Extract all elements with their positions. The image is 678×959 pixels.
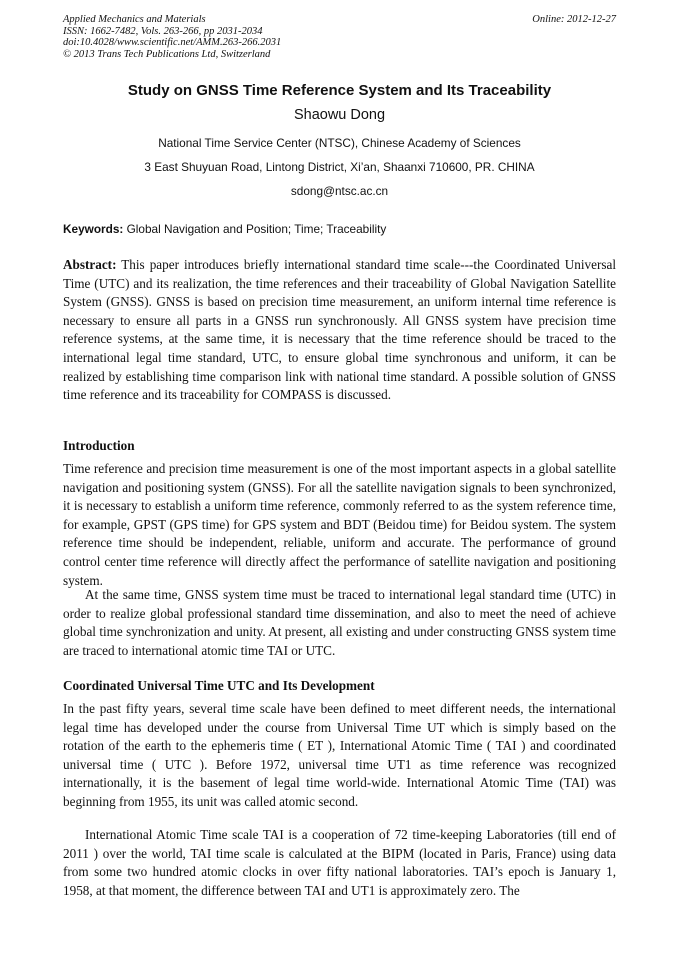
introduction-paragraph-2: At the same time, GNSS system time must be traced to international legal standard time (UTC) in order to realize global professional standard time dissemination, and also to meet the need of achieve global time synchronization and unity. At present, all existing and under constructing GNSS system time are traced to international atomic time TAI or UTC. [63,587,616,658]
author-name: Shaowu Dong [293,107,386,123]
affiliation-institution: National Time Service Center (NTSC), Chinese Academy of Sciences [158,136,521,150]
paper-title: Study on GNSS Time Reference System and Its Traceability [127,82,552,99]
abstract [63,256,616,405]
issn-line: ISSN: 1662-7482, Vols. 263-266, pp 2031-2034 [63,25,263,37]
online-date: Online: 2012-12-27 [532,14,616,25]
affiliation-address: 3 East Shuyuan Road, Lintong District, Xi’an, Shaanxi 710600, PR. CHINA [144,160,535,174]
keywords-label: Keywords: [63,222,124,236]
copyright-line: © 2013 Trans Tech Publications Ltd, Switzerland [63,48,271,60]
journal-header [63,14,616,60]
abstract-label: Abstract: [63,257,117,272]
journal-name: Applied Mechanics and Materials [63,14,206,25]
abstract-text: This paper introduces briefly international standard time scale---the Coordinated Universal Time (UTC) and its realization, the time references and their traceability of Global Navigation Satellite System (GNSS). GNSS is based on precision time measurement, an uniform internal time reference is necessary to ensure all parts in a GNSS run synchronously. All GNSS system have precision time reference systems, at the same time, it is necessary that the time reference should be traced to the international legal time standard, UTC, to ensure global time synchronous and uniform, it can be realized by establishing time comparison link with national time standard. A possible solution of GNSS time reference and its traceability for COMPASS is discussed. [63,257,616,403]
introduction-paragraph-1: Time reference and precision time measurement is one of the most important aspects in a global satellite navigation and positioning system (GNSS). For all the satellite navigation signals to been synchronized, it is necessary to establish a uniform time reference, commonly referred to as the system reference time, for example, GPST (GPS time) for GPS system and BDT (Beidou time) for Beidou system. The system reference time should be independent, reliable, uniform and accurate. The performance of ground control center time reference will directly affect the performance of satellite navigation and positioning system. [63,461,616,588]
author-email: sdong@ntsc.ac.cn [290,184,389,198]
introduction-heading: Introduction [63,438,135,453]
utc-section-heading: Coordinated Universal Time UTC and Its Development [63,678,375,693]
keywords-text: Global Navigation and Position; Time; Traceability [123,222,387,236]
doi-line: doi:10.4028/www.scientific.net/AMM.263-266.2031 [63,37,282,48]
utc-paragraph-1: In the past fifty years, several time scale have been defined to meet different needs, the international legal time has developed under the course from Universal Time UT which is simply based on the rotation of the earth to the ephemeris time ( ET ), International Atomic Time ( TAI ) and coordinated universal time ( UTC ). Before 1972, universal time UT1 as time reference was recognized internationally, it is the basement of legal time world-wide. International Atomic Time (TAI) was beginning from 1955, its unit was called atomic second. [63,701,616,809]
utc-paragraph-2: International Atomic Time scale TAI is a cooperation of 72 time-keeping Laboratories (till end of 2011 ) over the world, TAI time scale is calculated at the BIPM (located in Paris, France) using data from some two hundred atomic clocks in over fifty national laboratories. TAI’s epoch is January 1, 1958, at that moment, the difference between TAI and UT1 is approximately zero. The [63,827,616,898]
keywords [63,222,616,236]
